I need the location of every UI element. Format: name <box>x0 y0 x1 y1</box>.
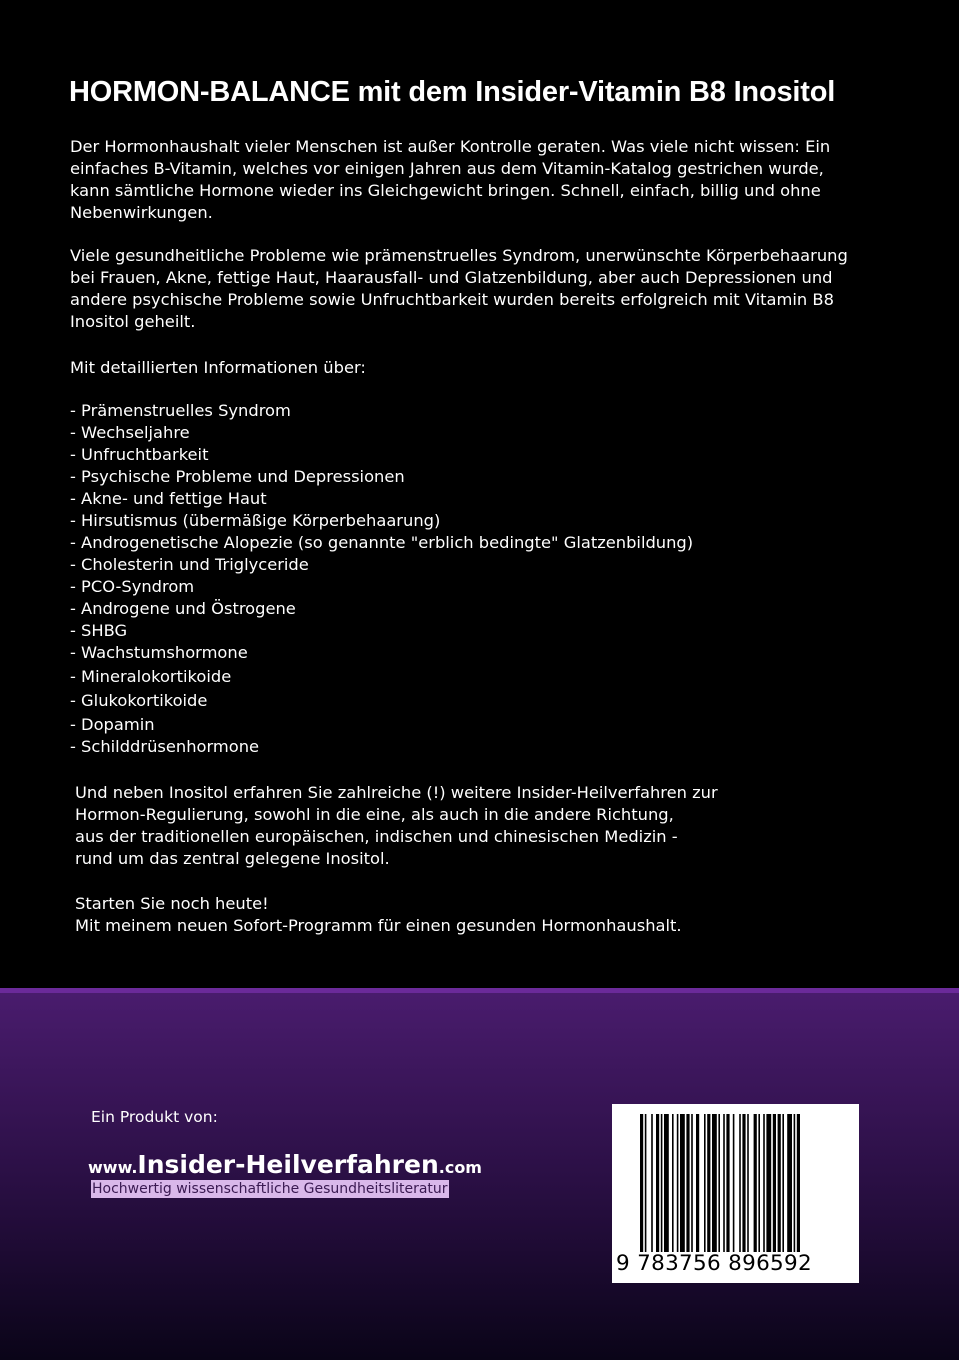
barcode-bar <box>651 1114 653 1252</box>
topic-item: - Prämenstruelles Syndrom <box>70 401 291 420</box>
barcode-bar <box>661 1114 663 1252</box>
barcode-bar <box>672 1114 674 1252</box>
problems-line: andere psychische Probleme sowie Unfruchtbarkeit wurden bereits erfolgreich mit Vitamin B8 <box>70 290 834 309</box>
problems-line: bei Frauen, Akne, fettige Haut, Haarausfall- und Glatzenbildung, aber auch Depressionen und <box>70 268 833 287</box>
intro-line: einfaches B-Vitamin, welches vor einigen Jahren aus dem Vitamin-Katalog gestrichen wurde, <box>70 159 824 178</box>
isbn-number: 9 783756 896592 <box>616 1251 812 1276</box>
barcode-bar <box>794 1114 796 1252</box>
problems-line: Inositol geheilt. <box>70 312 196 331</box>
more-line: Und neben Inositol erfahren Sie zahlreiche (!) weitere Insider-Heilverfahren zur <box>75 783 718 802</box>
topic-item: - Cholesterin und Triglyceride <box>70 555 309 574</box>
topic-item: - Unfruchtbarkeit <box>70 445 209 464</box>
barcode-bar <box>677 1114 679 1252</box>
barcode-bar <box>763 1114 765 1252</box>
barcode-bar <box>696 1114 699 1252</box>
more-line: rund um das zentral gelegene Inositol. <box>75 849 390 868</box>
barcode-bar <box>726 1114 729 1252</box>
barcode-bar <box>742 1114 745 1252</box>
purple-band-edge <box>0 988 959 993</box>
barcode-bar <box>754 1114 757 1252</box>
barcode-bar <box>773 1114 776 1252</box>
publisher-prefix: www. <box>88 1158 138 1177</box>
barcode-bar <box>686 1114 689 1252</box>
barcode-bar <box>664 1114 669 1252</box>
barcode-bar <box>707 1114 710 1252</box>
more-line: Hormon-Regulierung, sowohl in die eine, als auch in die andere Richtung, <box>75 805 674 824</box>
barcode-bar <box>782 1114 784 1252</box>
barcode-bar <box>787 1114 792 1252</box>
problems-line: Viele gesundheitliche Probleme wie prämenstruelles Syndrom, unerwünschte Körperbehaarung <box>70 246 848 265</box>
topic-list <box>70 400 890 758</box>
barcode-bar <box>797 1114 800 1252</box>
barcode-bar <box>723 1114 725 1252</box>
barcode-bar <box>712 1114 717 1252</box>
problems-paragraph <box>70 245 890 333</box>
barcode-bar <box>656 1114 659 1252</box>
intro-paragraph <box>70 136 890 224</box>
topic-item: - Androgene und Östrogene <box>70 599 296 618</box>
intro-line: Nebenwirkungen. <box>70 203 213 222</box>
barcode-bar <box>691 1114 693 1252</box>
cta-paragraph <box>75 893 895 937</box>
topic-item: - Hirsutismus (übermäßige Körperbehaarung) <box>70 511 441 530</box>
topic-item: - Glukokortikoide <box>70 691 208 710</box>
cta-line: Mit meinem neuen Sofort-Programm für einen gesunden Hormonhaushalt. <box>75 916 682 935</box>
topic-item: - PCO-Syndrom <box>70 577 195 596</box>
list-heading: Mit detaillierten Informationen über: <box>70 358 366 377</box>
topic-item: - SHBG <box>70 621 128 640</box>
isbn-barcode <box>612 1104 859 1283</box>
barcode-bar <box>718 1114 720 1252</box>
topic-item: - Akne- und fettige Haut <box>70 489 267 508</box>
barcode-bar <box>778 1114 781 1252</box>
topic-item: - Mineralokortikoide <box>70 667 232 686</box>
topic-item: - Dopamin <box>70 715 155 734</box>
intro-line: Der Hormonhaushalt vieler Menschen ist außer Kontrolle geraten. Was viele nicht wissen: Ein <box>70 137 831 156</box>
publisher-tagline: Hochwertig wissenschaftliche Gesundheitsliteratur <box>92 1181 448 1197</box>
publisher-label: Ein Produkt von: <box>91 1108 218 1126</box>
more-paragraph <box>75 782 895 870</box>
publisher-logo <box>88 1150 482 1179</box>
barcode-bar <box>645 1114 647 1252</box>
topic-item: - Androgenetische Alopezie (so genannte "erblich bedingte" Glatzenbildung) <box>70 533 694 552</box>
topic-item: - Wachstumshormone <box>70 643 248 662</box>
cta-line: Starten Sie noch heute! <box>75 894 269 913</box>
topic-item: - Schilddrüsenhormone <box>70 737 260 756</box>
barcode-bar <box>747 1114 749 1252</box>
barcode-bar <box>733 1114 735 1252</box>
more-line: aus der traditionellen europäischen, indischen und chinesischen Medizin - <box>75 827 678 846</box>
topic-item: - Wechseljahre <box>70 423 190 442</box>
barcode-bar <box>739 1114 741 1252</box>
barcode-bar <box>680 1114 685 1252</box>
topic-item: - Psychische Probleme und Depressionen <box>70 467 405 486</box>
barcode-bar <box>758 1114 760 1252</box>
barcode-bar <box>766 1114 771 1252</box>
barcode-bar <box>640 1114 643 1252</box>
cover-title: HORMON-BALANCE mit dem Insider-Vitamin B8 Inositol <box>69 76 836 108</box>
publisher-name: Insider-Heilverfahren <box>137 1150 439 1179</box>
intro-line: kann sämtliche Hormone wieder ins Gleichgewicht bringen. Schnell, einfach, billig und ohne <box>70 181 821 200</box>
barcode-bar <box>704 1114 706 1252</box>
publisher-suffix: .com <box>438 1158 482 1177</box>
